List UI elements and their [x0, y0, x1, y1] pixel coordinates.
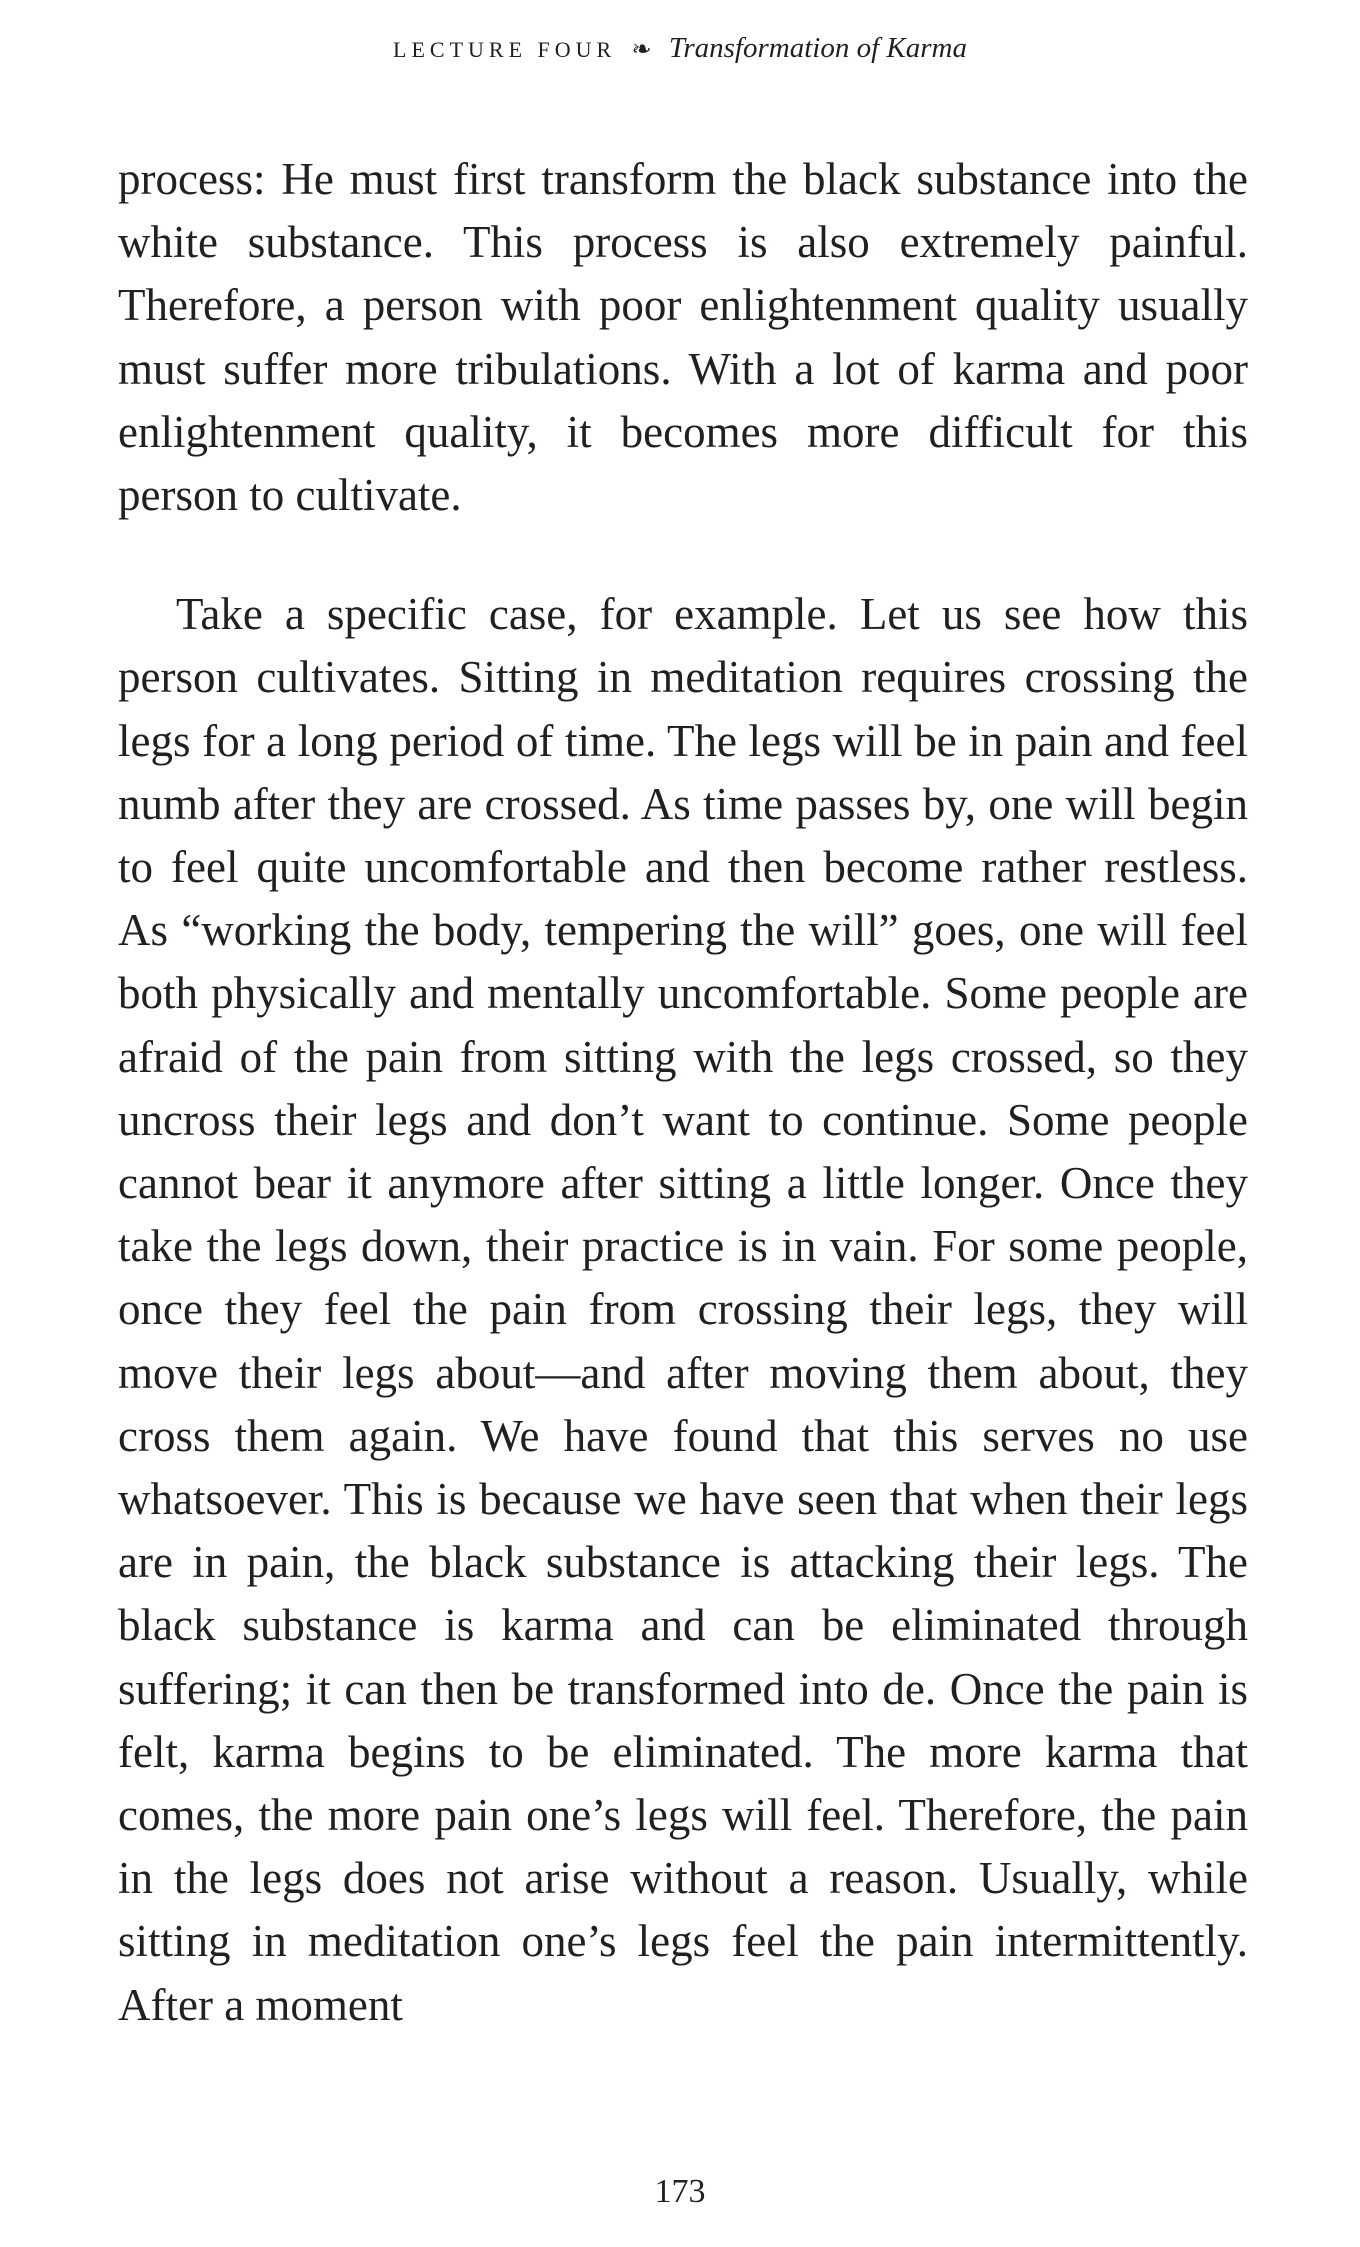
fleuron-icon: ❧ [631, 37, 652, 63]
running-head [0, 28, 1360, 70]
paragraph-continued: process: He must first transform the black substance into the white substance. This process is also extremely painful. Therefore, a person with poor enlightenment quality usually must suffer more tribulations. With a lot of karma and poor enlightenment quality, it becomes more difficult for this person to cultivate. [118, 154, 1248, 521]
chapter-title: Transformation of Karma [668, 32, 967, 64]
section-label: LECTURE FOUR [393, 37, 617, 62]
paragraph: Take a specific case, for example. Let us see how this person cultivates. Sitting in meditation requires crossing the legs for a long period of time. The legs will be in pain and feel numb after they are crossed. As time passes by, one will begin to feel quite uncomfortable and then become rather restless. As “working the body, tempering the will” goes, one will feel both physically and mentally uncomfortable. Some people are afraid of the pain from sitting with the legs crossed, so they uncross their legs and don’t want to continue. Some people cannot bear it anymore after sitting a little longer. Once they take the legs down, their practice is in vain. For some people, once they feel the pain from crossing their legs, they will move their legs about—and after moving them about, they cross them again. We have found that this serves no use whatsoever. This is because we have seen that when their legs are in pain, the black substance is attacking their legs. The black substance is karma and can be eliminated through suffering; it can then be transformed into de. Once the pain is felt, karma begins to be eliminated. The more karma that comes, the more pain one’s legs will feel. Therefore, the pain in the legs does not arise without a reason. Usually, while sitting in meditation one’s legs feel the pain intermittently. After a moment [118, 589, 1248, 2030]
body-text [118, 148, 1248, 2037]
page-number: 173 [654, 2173, 706, 2210]
